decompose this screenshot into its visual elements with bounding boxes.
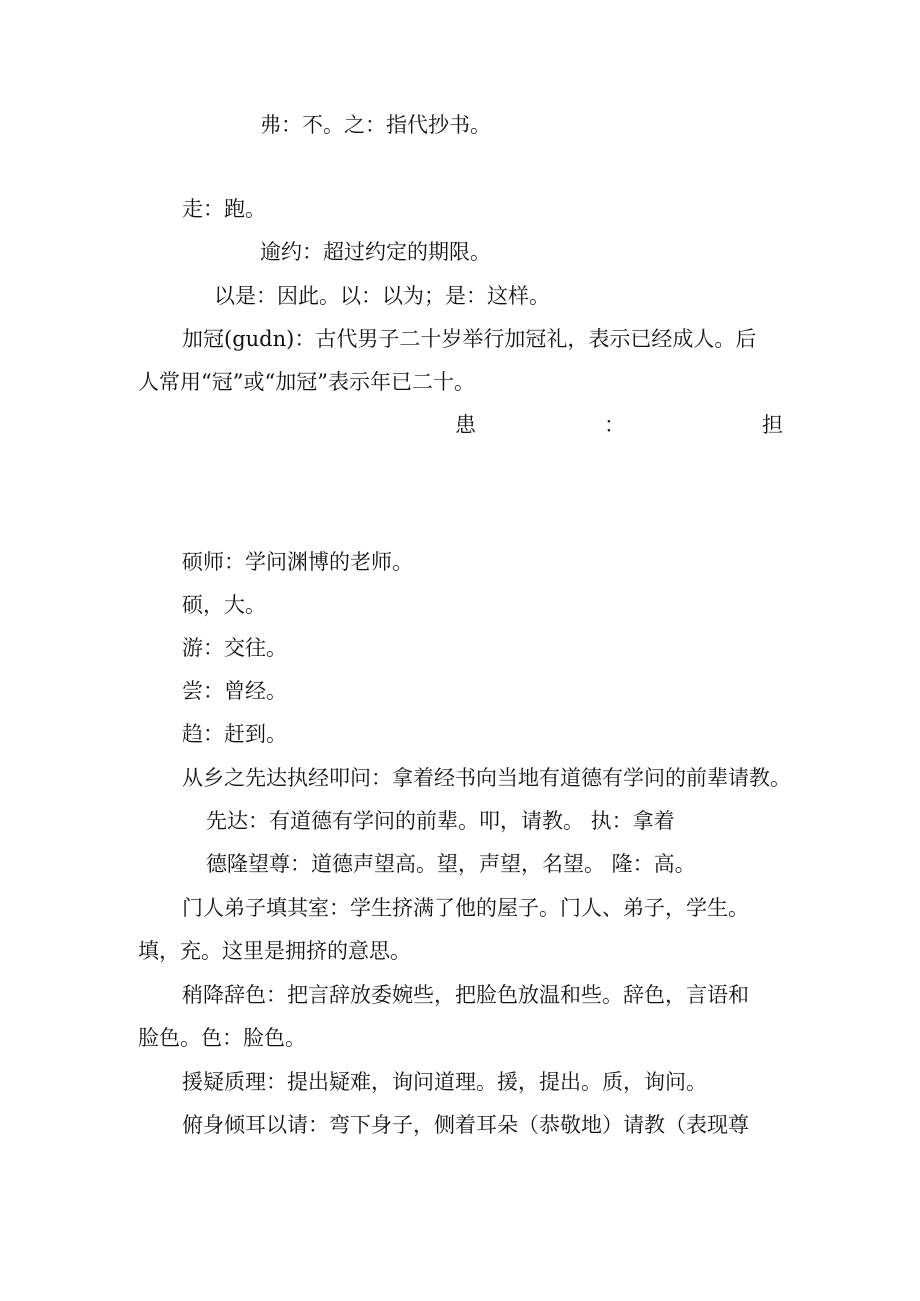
text-line: 以是：因此。以：以为；是：这样。 bbox=[214, 284, 550, 308]
text-line: 逾约：超过约定的期限。 bbox=[260, 240, 491, 264]
text-line: 硕，大。 bbox=[182, 593, 266, 617]
text-line: 尝：曾经。 bbox=[182, 679, 287, 703]
text-line: 人常用“冠”或“加冠”表示年已二十。 bbox=[138, 370, 475, 394]
text-line: 加冠(gudn)：古代男子二十岁举行加冠礼，表示已经成人。后 bbox=[182, 327, 757, 351]
text-line: 稍降辞色：把言辞放委婉些，把脸色放温和些。辞色，言语和 bbox=[182, 983, 749, 1007]
text-line: 先达：有道德有学问的前辈。叩，请教。 执：拿着 bbox=[206, 809, 675, 833]
text-line: 填，充。这里是拥挤的意思。 bbox=[138, 939, 411, 963]
text-line: 弗：不。之：指代抄书。 bbox=[260, 113, 491, 137]
text-line: 走：跑。 bbox=[182, 197, 266, 221]
text-line: 德隆望尊：道德声望高。望，声望，名望。 隆：高。 bbox=[206, 852, 696, 876]
text-line: 援疑质理：提出疑难，询问道理。援，提出。质，询问。 bbox=[182, 1070, 707, 1094]
spread-char-mid: ： bbox=[604, 413, 625, 437]
text-line: 脸色。色：脸色。 bbox=[138, 1026, 306, 1050]
text-line: 俯身倾耳以请：弯下身子，侧着耳朵（恭敬地）请教（表现尊 bbox=[182, 1113, 749, 1137]
text-line: 门人弟子填其室：学生挤满了他的屋子。门人、弟子，学生。 bbox=[182, 896, 749, 920]
text-line: 趋：赶到。 bbox=[182, 722, 287, 746]
spread-char-left: 患 bbox=[455, 413, 476, 437]
text-line: 游：交往。 bbox=[182, 636, 287, 660]
text-line: 从乡之先达执经叩问：拿着经书向当地有道德有学问的前辈请教。 bbox=[182, 766, 791, 790]
text-line: 硕师：学问渊博的老师。 bbox=[182, 550, 413, 574]
spread-char-right: 担 bbox=[762, 413, 783, 437]
